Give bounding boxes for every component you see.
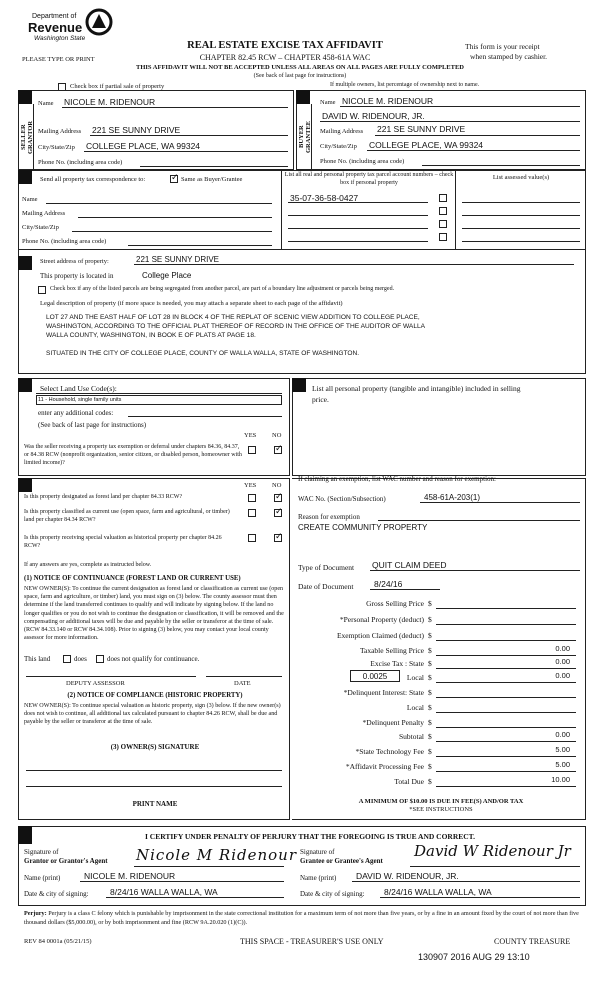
seller-date-city[interactable]: 8/24/16 WALLA WALLA, WA: [110, 887, 218, 897]
parcel-number[interactable]: 35-07-36-58-0427: [290, 193, 359, 203]
accounts-header: List all real and personal property tax parcel account numbers – check box if personal property: [284, 172, 454, 186]
does-not-checkbox[interactable]: [96, 655, 104, 663]
section3-marker: [18, 170, 32, 184]
personal-property-text2: price.: [312, 395, 329, 404]
currency-sign: $: [428, 646, 432, 655]
legal-line3[interactable]: WALLA COUNTY, WASHINGTON, IN BOOK E OF PLATS AT PAGE 18.: [46, 332, 256, 339]
excise-tax-local[interactable]: 0.00: [555, 671, 570, 680]
section4-marker: [18, 256, 32, 270]
legal-line1[interactable]: LOT 27 AND THE EAST HALF OF LOT 28 IN BLOCK 4 OF THE REPLAT OF SCENIC VIEW ADDITION TO COLLEGE PLACE,: [46, 314, 420, 321]
legal-line2[interactable]: WASHINGTON, ACCORDING TO THE OFFICIAL PLAT THEREOF OF RECORD IN THE OFFICE OF THE AUDITOR OF WALLA: [46, 323, 426, 330]
deputy-assessor-label: DEPUTY ASSESSOR: [66, 680, 125, 687]
send-correspondence-label: Send all property tax correspondence to:: [40, 176, 146, 183]
corr-mailing-label: Mailing Address: [22, 210, 66, 217]
excise-tax-state[interactable]: 0.00: [555, 657, 570, 666]
buyer-date-city[interactable]: 8/24/16 WALLA WALLA, WA: [384, 887, 492, 897]
local-rate: 0.0025: [362, 672, 388, 681]
exemption-question: Was the seller receiving a property tax exemption or deferral under chapters 84.36, 84.37, or 84.38 RCW (nonprofit organization, senior citizen, or disabled person, homeowner with limited income)?: [24, 444, 242, 466]
doc-date[interactable]: 8/24/16: [374, 579, 403, 589]
forest-q2-no[interactable]: [274, 509, 282, 517]
tax-row-label: Exemption Claimed (deduct): [336, 631, 424, 640]
seller-side-label: SELLER GRANTOR: [20, 120, 34, 154]
print-name-label: PRINT NAME: [132, 800, 178, 808]
tax-row-label: *State Technology Fee: [355, 747, 424, 756]
see-back: (See back of last page for instructions): [253, 73, 347, 79]
doc-type[interactable]: QUIT CLAIM DEED: [372, 560, 447, 570]
currency-sign: $: [428, 631, 432, 640]
land-yes-header: YES: [244, 432, 257, 439]
treasurer-use: THIS SPACE - TREASURER'S USE ONLY: [240, 937, 384, 946]
perjury-notice: [24, 910, 582, 927]
section6-marker: [292, 378, 306, 392]
buyer-sig-label1: Signature of: [300, 848, 335, 856]
parcel3-personal-checkbox[interactable]: [439, 220, 447, 228]
form-number: REV 84 0001a (05/21/15): [24, 938, 92, 945]
currency-sign: $: [428, 747, 432, 756]
buyer-sig-label2: Grantee or Grantee's Agent: [300, 857, 383, 865]
seller-sig-label1: Signature of: [24, 848, 59, 856]
taxable-selling-price[interactable]: 0.00: [555, 644, 570, 653]
tax-row-label: Taxable Selling Price: [359, 646, 424, 655]
currency-sign: $: [428, 599, 432, 608]
assessed-header: List assessed value(s): [492, 174, 550, 181]
dor-line1: Department of: [32, 13, 77, 20]
exemption-no-checkbox[interactable]: [274, 446, 282, 454]
perjury-label: Perjury:: [24, 910, 47, 917]
buyer-print-name[interactable]: DAVID W. RIDENOUR, JR.: [356, 871, 459, 881]
land-use-label: Select Land Use Code(s):: [40, 384, 117, 393]
currency-sign: $: [428, 688, 432, 697]
form-subtitle: CHAPTER 82.45 RCW – CHAPTER 458-61A WAC: [199, 53, 371, 62]
section8-marker: [18, 826, 32, 844]
certify-statement: I CERTIFY UNDER PENALTY OF PERJURY THAT THE FOREGOING IS TRUE AND CORRECT.: [144, 832, 475, 841]
state-technology-fee[interactable]: 5.00: [555, 745, 570, 754]
forest-q1-yes[interactable]: [248, 494, 256, 502]
does-checkbox[interactable]: [63, 655, 71, 663]
dor-line3: Washington State: [34, 35, 86, 42]
seller-name[interactable]: NICOLE M. RIDENOUR: [64, 97, 156, 107]
seller-print-label: Name (print): [24, 874, 61, 882]
section7-marker: [18, 478, 32, 492]
seller-print-name[interactable]: NICOLE M. RIDENOUR: [84, 871, 176, 881]
forest-q2-yes[interactable]: [248, 509, 256, 517]
form-warning: THIS AFFIDAVIT WILL NOT BE ACCEPTED UNLESS ALL AREAS ON ALL PAGES ARE FULLY COMPLETED: [136, 64, 464, 71]
notice1-body: NEW OWNER(S): To continue the current designation as forest land or classification as current use (open space, farm and agriculture, or timber) land, you must sign on (3) below. The county assessor must then determine if the land transferred continues to qualify and will indicate by signing below. If the land no longer qualifies or you do not wish to continue the designation or classification, it will be removed and the compensating or additional taxes will be due and payable by the seller or transferor at the time of sale. (RCW 84.33.140 or RCW 84.34.108). Prior to signing (3) below, you may contact your local county assessor for more information.: [24, 586, 284, 642]
total-due[interactable]: 10.00: [551, 775, 570, 784]
buyer-name2[interactable]: DAVID W. RIDENOUR, JR.: [322, 111, 425, 121]
tax-table: [296, 596, 586, 786]
deputy-date-label: DATE: [234, 680, 251, 687]
forest-q1-no[interactable]: [274, 494, 282, 502]
tax-row-label: Total Due: [394, 777, 424, 786]
buyer-city[interactable]: COLLEGE PLACE, WA 99324: [369, 140, 484, 150]
doc-date-label: Date of Document: [298, 582, 354, 591]
does-label: does: [74, 655, 87, 663]
section5-marker: [18, 378, 32, 392]
county-treasurer: COUNTY TREASURE: [494, 937, 571, 946]
this-land-label: This land: [24, 655, 51, 663]
forest-q3-yes[interactable]: [248, 534, 256, 542]
corr-phone-label: Phone No. (including area code): [22, 238, 107, 245]
buyer-name-label: Name: [320, 99, 336, 106]
see-instructions: *SEE INSTRUCTIONS: [409, 806, 473, 813]
parcel2-personal-checkbox[interactable]: [439, 207, 447, 215]
buyer-date-label: Date & city of signing:: [300, 890, 365, 898]
segregated-label: Check box if any of the listed parcels are being segregated from another parcel, are part of a boundary line adjustment or parcels being merged.: [50, 286, 395, 292]
owner-signature-label: (3) OWNER(S) SIGNATURE: [110, 743, 200, 751]
tax-row-label: Gross Selling Price: [366, 599, 424, 608]
forest-q3-no[interactable]: [274, 534, 282, 542]
multiple-owners-note: If multiple owners, list percentage of ownership next to name.: [330, 82, 480, 88]
buyer-city-label: City/State/Zip: [320, 143, 357, 150]
seller-mailing[interactable]: 221 SE SUNNY DRIVE: [92, 125, 181, 135]
seller-mailing-label: Mailing Address: [38, 128, 82, 135]
perjury-text: Perjury is a class C felony which is punishable by imprisonment in the state correctional institution for a maximum term of not more than five years, or by a fine in an amount fixed by the court of not more than five thousand dollars ($5,000.00), or by both imprisonment and fine (RCW 9A.20.020 (1)(C)).: [24, 910, 579, 926]
tax-row-label: Subtotal: [398, 732, 424, 741]
currency-sign: $: [428, 762, 432, 771]
buyer-mailing-label: Mailing Address: [320, 128, 364, 135]
forest-q1: Is this property designated as forest land per chapter 84.33 RCW?: [24, 494, 183, 500]
please-type: PLEASE TYPE OR PRINT: [22, 56, 95, 63]
buyer-print-label: Name (print): [300, 874, 337, 882]
tax-row-label: Local: [406, 703, 424, 712]
form-title: REAL ESTATE EXCISE TAX AFFIDAVIT: [187, 40, 383, 51]
seller-sig-label2: Grantor or Grantor's Agent: [24, 857, 108, 865]
personal-property-text1: List all personal property (tangible and intangible) included in selling: [312, 384, 521, 393]
exemption-yes-checkbox[interactable]: [248, 446, 256, 454]
forest-no-header: NO: [272, 482, 282, 489]
forest-yes-header: YES: [244, 482, 257, 489]
buyer-name1[interactable]: NICOLE M. RIDENOUR: [342, 96, 434, 106]
buyer-mailing[interactable]: 221 SE SUNNY DRIVE: [377, 124, 466, 134]
partial-sale-label: Check box if partial sale of property: [70, 83, 165, 90]
seller-city[interactable]: COLLEGE PLACE, WA 99324: [86, 141, 201, 151]
forest-q3: Is this property receiving special valuation as historical property per chapter 84.26 RCW?: [24, 535, 222, 549]
reason-label: Reason for exemption: [298, 513, 360, 521]
seller-city-label: City/State/Zip: [38, 144, 75, 151]
same-as-buyer-checkbox[interactable]: [170, 175, 178, 183]
tax-row-label: Excise Tax : State: [370, 659, 424, 668]
section2-marker: [296, 90, 310, 104]
buyer-side-label: BUYER GRANTEE: [298, 120, 312, 154]
street-label: Street address of property:: [40, 258, 109, 265]
affidavit-processing-fee[interactable]: 5.00: [555, 760, 570, 769]
receipt-line2: when stamped by cashier.: [470, 52, 548, 61]
tax-row-label: *Delinquent Penalty: [362, 718, 424, 727]
doc-type-label: Type of Document: [298, 563, 355, 572]
reason-text[interactable]: CREATE COMMUNITY PROPERTY: [298, 523, 428, 532]
notice2-body: NEW OWNER(S): To continue special valuation as historic property, sign (3) below. If the new owner(s) does not wish to continue, all additional tax calculated pursuant to chapter 84.26 RCW, shall be due and payable by the seller or transferor at the time of sale.: [24, 703, 281, 726]
seller-signature[interactable]: Nicole M Ridenour: [136, 846, 298, 864]
parcel1-personal-checkbox[interactable]: [439, 194, 447, 202]
land-no-header: NO: [272, 432, 282, 439]
corr-city-label: City/State/Zip: [22, 224, 59, 231]
tax-row-label: Local: [406, 673, 424, 682]
seller-name-label: Name: [38, 100, 54, 107]
currency-sign: $: [428, 673, 432, 682]
additional-codes-label: enter any additional codes:: [38, 409, 114, 417]
land-use-code: 11 - Household, single family units: [38, 397, 122, 403]
does-not-label: does not qualify for continuance.: [107, 655, 200, 663]
receipt-line1: This form is your receipt: [465, 42, 540, 51]
wac-number[interactable]: 458-61A-203(1): [424, 493, 481, 502]
segregated-checkbox[interactable]: [38, 286, 46, 294]
exemption-intro: If claiming an exemption, list WAC number and reason for exemption:: [298, 475, 496, 483]
forest-section: [18, 478, 290, 820]
currency-sign: $: [428, 718, 432, 727]
currency-sign: $: [428, 732, 432, 741]
legal-line4[interactable]: SITUATED IN THE CITY OF COLLEGE PLACE, COUNTY OF WALLA WALLA, STATE OF WASHINGTON.: [46, 350, 360, 357]
forest-any-yes: If any answers are yes, complete as instructed below.: [24, 562, 152, 568]
currency-sign: $: [428, 777, 432, 786]
legal-label: Legal description of property (if more space is needed, you may attach a separate sheet to each page of the affidavit): [40, 300, 343, 307]
section1-marker: [18, 90, 32, 104]
located-label: This property is located in: [40, 272, 114, 280]
located-city[interactable]: College Place: [142, 271, 192, 280]
minimum-due-note: A MINIMUM OF $10.00 IS DUE IN FEE(S) AND/OR TAX: [358, 798, 524, 805]
wac-label: WAC No. (Section/Subsection): [298, 495, 386, 503]
currency-sign: $: [428, 659, 432, 668]
tax-row-label: *Delinquent Interest: State: [343, 688, 424, 697]
corr-name-label: Name: [22, 196, 38, 203]
notice2-title: (2) NOTICE OF COMPLIANCE (HISTORIC PROPERTY): [67, 692, 243, 699]
currency-sign: $: [428, 703, 432, 712]
parcel4-personal-checkbox[interactable]: [439, 233, 447, 241]
seller-phone-label: Phone No. (including area code): [38, 159, 123, 166]
forest-q2: Is this property classified as current use (open space, farm and agricultural, or timber) land per chapter 84.34 RCW?: [24, 509, 230, 523]
recording-stamp: 130907 2016 AUG 29 13:10: [418, 952, 530, 962]
dor-line2: Revenue: [28, 20, 83, 35]
currency-sign: $: [428, 615, 432, 624]
seller-date-label: Date & city of signing:: [24, 890, 89, 898]
tax-row-label: *Personal Property (deduct): [339, 615, 424, 624]
dor-logo: [28, 8, 118, 50]
land-use-see-back: (See back of last page for instructions): [38, 421, 147, 429]
tax-row-label: *Affidavit Processing Fee: [345, 762, 424, 771]
dor-logo-icon: [84, 8, 114, 36]
subtotal[interactable]: 0.00: [555, 730, 570, 739]
notice1-title: (1) NOTICE OF CONTINUANCE (FOREST LAND OR CURRENT USE): [24, 575, 241, 582]
street-address[interactable]: 221 SE SUNNY DRIVE: [136, 255, 219, 264]
same-as-buyer-label: Same as Buyer/Grantee: [181, 176, 243, 183]
buyer-signature[interactable]: David W Ridenour Jr: [414, 842, 571, 860]
buyer-phone-label: Phone No. (including area code): [320, 158, 405, 165]
